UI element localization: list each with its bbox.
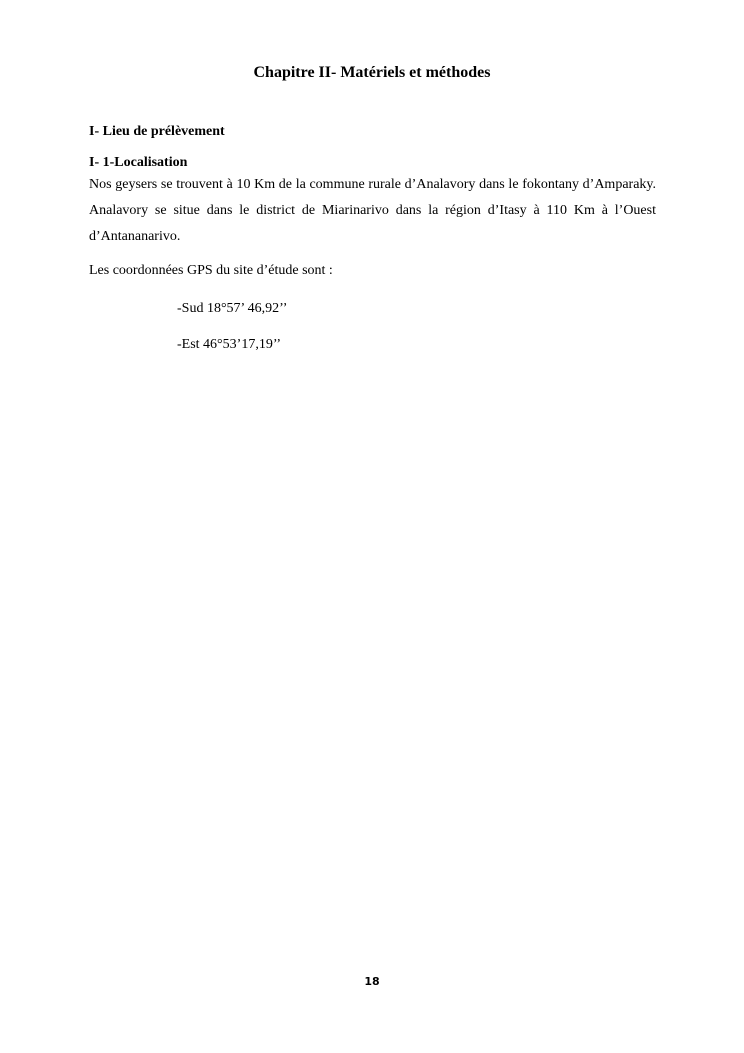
section-heading: I- Lieu de prélèvement <box>89 124 225 139</box>
gps-coordinate-south: -Sud 18°57’ 46,92’’ <box>177 301 288 316</box>
page-number: 18 <box>364 975 380 988</box>
chapter-title: Chapitre II- Matériels et méthodes <box>253 64 491 81</box>
localisation-paragraph: Nos geysers se trouvent à 10 Km de la commune rurale d’Analavory dans le fokontany d’Amparaky. Analavory se situe dans le district de Miarinarivo dans la région d’Itasy à 110 Km à l’Ouest d’Antananarivo. <box>89 177 656 244</box>
gps-coordinate-east: -Est 46°53’17,19’’ <box>177 337 282 352</box>
subsection-heading: I- 1-Localisation <box>89 155 188 170</box>
page-content <box>89 123 656 354</box>
gps-intro-text: Les coordonnées GPS du site d’étude sont : <box>89 263 333 278</box>
